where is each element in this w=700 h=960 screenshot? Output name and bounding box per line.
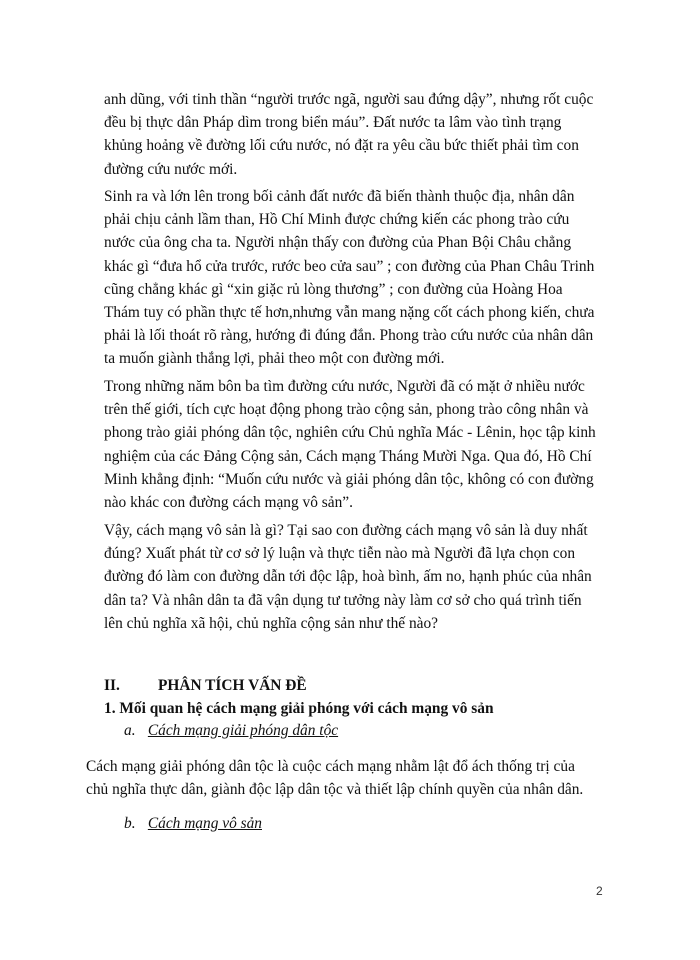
paragraph-intro-continuation bbox=[104, 88, 600, 181]
text-line: Thám tuy có phần thực tế hơn,nhưng vẫn mang nặng cốt cách phong kiến, chưa bbox=[104, 304, 595, 322]
paragraph-journey bbox=[104, 375, 600, 514]
text-line: ta muốn giành thắng lợi, phải theo một con đường mới. bbox=[104, 350, 445, 368]
text-line: khủng hoảng về đường lối cứu nước, nó đặt ra yêu cầu bức thiết phải tìm con bbox=[104, 137, 579, 155]
text-line: chủ nghĩa thực dân, giành độc lập dân tộc và thiết lập chính quyền của nhân dân. bbox=[86, 781, 584, 799]
subitem-a bbox=[124, 721, 338, 741]
text-line: Sinh ra và lớn lên trong bối cảnh đất nước đã biến thành thuộc địa, nhân dân bbox=[104, 188, 575, 205]
paragraph-context bbox=[104, 185, 600, 371]
text-line: Vậy, cách mạng vô sản là gì? Tại sao con đường cách mạng vô sản là duy nhất bbox=[104, 522, 588, 539]
text-line: phong trào giải phóng dân tộc, nghiên cứu Chủ nghĩa Mác - Lênin, học tập kinh bbox=[104, 424, 596, 442]
text-line: lên chủ nghĩa xã hội, chủ nghĩa cộng sản như thế nào? bbox=[104, 614, 439, 632]
text-line: Trong những năm bôn ba tìm đường cứu nước, Người đã có mặt ở nhiều nước bbox=[104, 378, 585, 395]
section-number: II. bbox=[104, 677, 120, 694]
text-line: đúng? Xuất phát từ cơ sở lý luận và thực tiễn nào mà Người đã lựa chọn con bbox=[104, 545, 576, 563]
subitem-title: Cách mạng giải phóng dân tộc bbox=[147, 722, 339, 739]
text-line: phải là lối thoát rõ ràng, hướng đi đúng đắn. Phong trào cứu nước của nhân dân bbox=[104, 327, 594, 345]
text-line: phải chịu cảnh lầm than, Hồ Chí Minh được chứng kiến các phong trào cứu bbox=[104, 211, 570, 229]
text-line: nào khác con đường cách mạng vô sản”. bbox=[104, 494, 353, 512]
subitem-label: b. bbox=[124, 815, 136, 832]
subsection-title: Mối quan hệ cách mạng giải phóng với cách mạng vô sản bbox=[119, 700, 494, 717]
text-line: dân ta? Và nhân dân ta đã vận dụng tư tưởng này làm cơ sở cho quá trình tiến bbox=[104, 591, 582, 609]
paragraph-definition bbox=[86, 755, 606, 801]
text-line: khác gì “đưa hổ cửa trước, rước beo cửa sau” ; con đường của Phan Châu Trinh bbox=[104, 257, 595, 275]
text-line: Cách mạng giải phóng dân tộc là cuộc cách mạng nhằm lật đổ ách thống trị của bbox=[86, 758, 575, 775]
text-line: Minh khẳng định: “Muốn cứu nước và giải phóng dân tộc, không có con đường bbox=[104, 470, 594, 488]
text-line: cũng chẳng khác gì “xin giặc rủ lòng thương” ; con đường của Hoàng Hoa bbox=[104, 280, 563, 298]
subsection-heading bbox=[104, 699, 494, 719]
subitem-label: a. bbox=[124, 722, 136, 739]
text-line: anh dũng, với tinh thần “người trước ngã, người sau đứng dậy”, nhưng rốt cuộc bbox=[104, 91, 594, 108]
text-line: đều bị thực dân Pháp dìm trong biển máu”. Đất nước ta lâm vào tình trạng bbox=[104, 114, 562, 132]
text-line: đường cứu nước mới. bbox=[104, 160, 238, 178]
page-number: 2 bbox=[596, 884, 603, 898]
subsection-number: 1. bbox=[104, 700, 116, 717]
text-line: đường đó làm con đường dẫn tới độc lập, hoà bình, ấm no, hạnh phúc của nhân bbox=[104, 568, 592, 586]
subitem-title: Cách mạng vô sản bbox=[147, 815, 262, 832]
section-heading bbox=[104, 676, 307, 696]
paragraph-questions bbox=[104, 519, 600, 635]
text-line: nước của ông cha ta. Người nhận thấy con đường của Phan Bội Châu chẳng bbox=[104, 234, 572, 252]
subitem-b bbox=[124, 814, 262, 834]
section-title: PHÂN TÍCH VẤN ĐỀ bbox=[158, 677, 307, 694]
text-line: nghiệm của các Đảng Cộng sản, Cách mạng Tháng Mười Nga. Qua đó, Hồ Chí bbox=[104, 447, 592, 465]
text-line: trên thế giới, tích cực hoạt động phong trào cộng sản, phong trào công nhân và bbox=[104, 401, 589, 419]
